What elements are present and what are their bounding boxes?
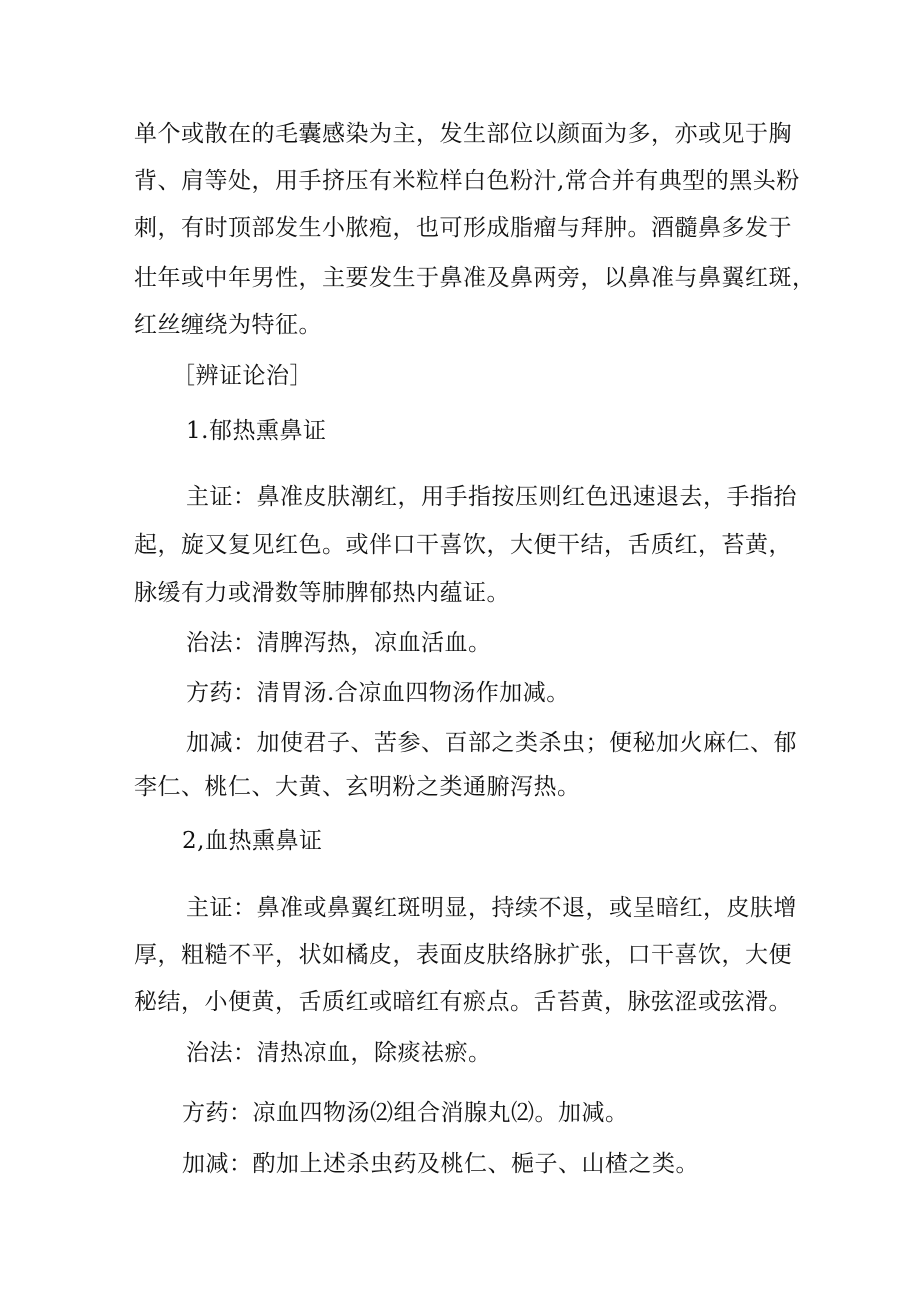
- syndrome-1-modify-line-1: 加减：加使君子、苦参、百部之类杀虫；便秘加火麻仁、郁: [186, 730, 797, 756]
- syndrome-2-modify: 加减：酌加上述杀虫药及桃仁、梔子、山楂之类。: [182, 1151, 699, 1177]
- syndrome-1-title: 1.郁热熏鼻证: [186, 418, 327, 444]
- syndrome-1-main-line-2: 起，旋又复见红色。或伴口干喜饮，大便干结，舌质红，苔黄，: [134, 532, 792, 558]
- intro-line-5: 红丝缠绕为特征。: [134, 312, 322, 338]
- syndrome-1-method: 治法：清脾泻热，凉血活血。: [186, 630, 492, 656]
- syndrome-2-main-line-3: 秘结，小便黄，舌质红或暗红有瘀点。舌苔黄，脉弦涩或弦滑。: [134, 989, 792, 1015]
- syndrome-2-main-line-2: 厚，粗糙不平，状如橘皮，表面皮肤络脉扩张，口干喜饮，大便: [134, 942, 792, 968]
- syndrome-2-title: 2,血热熏鼻证: [182, 828, 323, 854]
- intro-line-4: 壮年或中年男性，主要发生于鼻准及鼻两旁，以鼻准与鼻翼红斑，: [134, 265, 816, 291]
- syndrome-2-main-line-1: 主证：鼻准或鼻翼红斑明显，持续不退，或呈暗红，皮肤增: [186, 895, 797, 921]
- intro-line-1: 单个或散在的毛囊感染为主，发生部位以颜面为多，亦或见于胸: [134, 121, 792, 147]
- syndrome-2-formula: 方药：凉血四物汤⑵组合消腺丸⑵。加减。: [182, 1100, 629, 1126]
- intro-line-3: 刺，有时顶部发生小脓疱，也可形成脂瘤与拜肿。酒髓鼻多发于: [134, 215, 792, 241]
- syndrome-2-method: 治法：清热凉血，除痰祛瘀。: [186, 1040, 492, 1066]
- section-heading: ［辨证论治］: [172, 363, 313, 389]
- intro-line-2: 背、肩等处，用手挤压有米粒样白色粉汁,常合并有典型的黑头粉: [134, 168, 800, 194]
- syndrome-1-modify-line-2: 李仁、桃仁、大黄、玄明粉之类通腑泻热。: [134, 774, 581, 800]
- syndrome-1-formula: 方药：清胃汤.合凉血四物汤作加减。: [186, 680, 570, 706]
- syndrome-1-main-line-3: 脉缓有力或滑数等肺脾郁热内蕴证。: [134, 580, 510, 606]
- syndrome-1-main-line-1: 主证：鼻准皮肤潮红，用手指按压则红色迅速退去，手指抬: [186, 484, 797, 510]
